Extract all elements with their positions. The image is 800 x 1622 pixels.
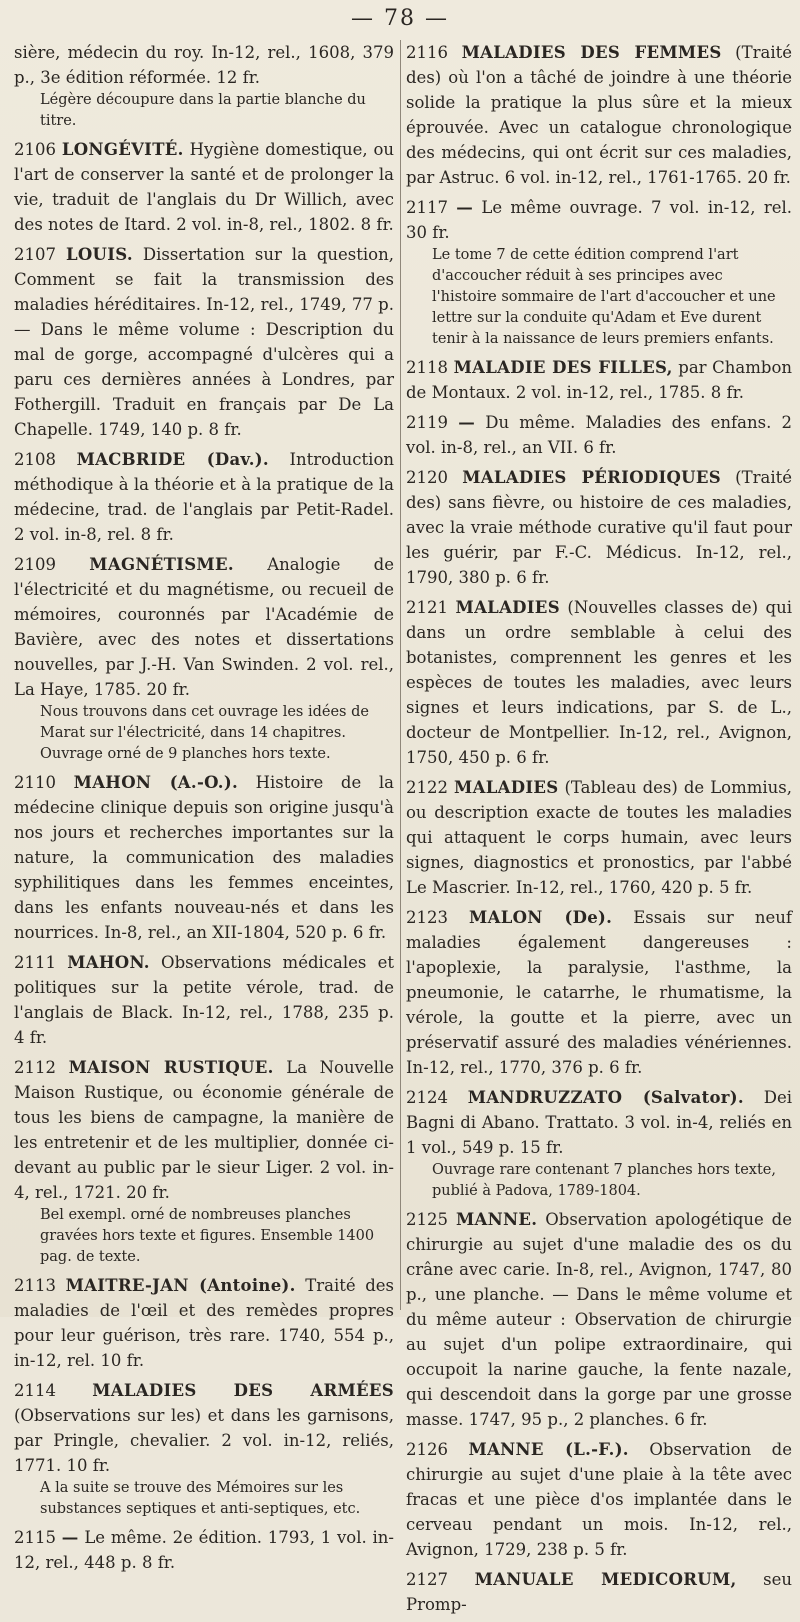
entry-number: 2113 bbox=[14, 1276, 56, 1295]
entry-title: LOUIS. bbox=[65, 245, 133, 264]
entry-text: Traité des maladies de l'œil et des remèdes propres pour leur guérison, très rare. 1740, 554 p., in-12, rel. bbox=[14, 1276, 394, 1370]
entry-text: Analogie de l'électricité et du magnétisme, ou recueil de mémoires, couronnés par l'Académie de Bavière, avec des notes et dissertations nouvelles, par J.-H. Van Swinden. 2 vol. rel., La Haye, 1785. bbox=[14, 555, 394, 699]
entry-price: 6 fr. bbox=[674, 1410, 708, 1429]
entry-text: (Traité des) où l'on a tâché de joindre à une théorie solide la pratique la plus sûre et la mieux éprouvée. Avec un catalogue chronologique des médecins, qui ont écrit sur ces maladies, par Astruc. 6 vol. in-12, rel., 1761-1765. bbox=[406, 43, 793, 187]
entry-text: par Chambon de Montaux. 2 vol. in-12, rel., 1785. bbox=[406, 358, 793, 402]
entry-text: (Traité des) sans fièvre, ou histoire de ces maladies, avec la vraie méthode curative qu'il faut pour les guérir, par F.-C. Médicus. In-12, rel., 1790, 380 p. bbox=[406, 468, 792, 587]
entry-text: Observation apologétique de chirurgie au sujet d'une maladie des os du crâne avec carie. In-8, rel., Avignon, 1747, 80 p., une planche. — Dans le même volume et du même auteur : Observation de chirurgie au sujet d'un polipe extraordinaire, qui occupoit la narine gauche, la fente nazale, qui descendoit dans la gorge par une grosse masse. 1747, 95 p., 2 planches. bbox=[406, 1210, 792, 1429]
entry-text: La Nouvelle Maison Rustique, ou économie générale de tous les biens de campagne, la manière de les entretenir et de les multiplier, donnée ci-devant au public par le sieur Liger. 2 vol. in-4, rel., 1721. bbox=[14, 1058, 394, 1202]
entry-price: 20 fr. bbox=[747, 168, 791, 187]
left-column bbox=[14, 40, 394, 1580]
entry-number: 2111 bbox=[14, 953, 56, 972]
entry-note: Bel exempl. orné de nombreuses planches gravées hors texte et figures. Ensemble 1400 pag. de texte. bbox=[40, 1207, 375, 1265]
entry-text: (Tableau des) de Lommius, ou description exacte de toutes les maladies qui attaquent le corps humain, avec leurs signes, diagnostics et pronostics, par l'abbé Le Mascrier. In-12, rel., 1760, 420 p. bbox=[406, 778, 793, 897]
entry-price: 8 fr. bbox=[710, 383, 744, 402]
catalogue-entry bbox=[14, 1525, 394, 1575]
continuation-note: Légère découpure dans la partie blanche du titre. bbox=[40, 92, 366, 129]
catalogue-entry bbox=[406, 1207, 792, 1432]
entry-price: 15 fr. bbox=[519, 1138, 564, 1157]
entry-title: MANNE. bbox=[455, 1210, 538, 1229]
entry-title: MALON (De). bbox=[469, 908, 613, 927]
catalogue-entry bbox=[14, 1055, 394, 1268]
entry-number: 2114 bbox=[14, 1381, 56, 1400]
entry-number: 2116 bbox=[406, 43, 448, 62]
entry-note: A la suite se trouve des Mémoires sur les substances septiques et anti-septiques, etc. bbox=[40, 1480, 361, 1517]
entry-number: 2124 bbox=[406, 1088, 448, 1107]
entry-price: 10 fr. bbox=[100, 1351, 145, 1370]
entry-number: 2121 bbox=[406, 598, 448, 617]
entry-title: LONGÉVITÉ. bbox=[61, 140, 184, 159]
entry-title: MAGNÉTISME. bbox=[89, 555, 234, 574]
entry-number: 2106 bbox=[14, 140, 56, 159]
entry-price: 5 fr. bbox=[719, 878, 753, 897]
entry-title: MALADIES DES FEMMES bbox=[461, 43, 722, 62]
entry-title: — bbox=[456, 198, 474, 217]
entry-price: 4 fr. bbox=[14, 1028, 48, 1047]
catalogue-entry bbox=[406, 40, 792, 190]
catalogue-entry bbox=[406, 1567, 792, 1617]
catalogue-entry bbox=[406, 410, 792, 460]
entry-text: Dissertation sur la question, Comment se fait la transmission des maladies héréditaires. In-12, rel., 1749, 77 p. — Dans le même volume : Description du mal de gorge, accompagné d'ulcères qui a paru ces dernières années à Londres, par Fothergill. Traduit en français par De La Chapelle. 1749, 140 p. bbox=[14, 245, 394, 439]
catalogue-entry bbox=[406, 355, 792, 405]
entry-title: MANDRUZZATO (Salvator). bbox=[467, 1088, 744, 1107]
entry-number: 2119 bbox=[406, 413, 448, 432]
entry-price: 8 fr. bbox=[208, 420, 242, 439]
entry-number: 2109 bbox=[14, 555, 56, 574]
continuation-entry bbox=[14, 40, 394, 132]
catalogue-entry bbox=[14, 770, 394, 945]
right-entries bbox=[406, 40, 792, 1617]
entry-number: 2112 bbox=[14, 1058, 56, 1077]
entry-text: seu Promp- bbox=[406, 1570, 793, 1614]
entry-text: Observation de chirurgie au sujet d'une plaie à la tête avec fracas et une pièce d'os implantée dans le cerveau pendant un mois. In-12, rel., Avignon, 1729, 238 p. bbox=[406, 1440, 793, 1559]
entry-text: (Nouvelles classes de) qui dans un ordre semblable à celui des botanistes, comprennent les genres et les espèces de toutes les maladies, avec leurs signes et leurs indications, par S. de L., docteur de Montpellier. In-12, rel., Avignon, 1750, 450 p. bbox=[406, 598, 793, 767]
entry-price: 6 fr. bbox=[583, 438, 617, 457]
catalogue-entry bbox=[406, 775, 792, 900]
entry-price: 8 fr. bbox=[140, 525, 174, 544]
entry-price: 6 fr. bbox=[609, 1058, 643, 1077]
entry-price: 8 fr. bbox=[360, 215, 394, 234]
right-column bbox=[406, 40, 792, 1622]
entry-text: (Observations sur les) et dans les garnisons, par Pringle, chevalier. 2 vol. in-12, reliés, 1771. bbox=[14, 1406, 394, 1475]
entry-title: MACBRIDE (Dav.). bbox=[76, 450, 269, 469]
entry-price: 6 fr. bbox=[352, 923, 387, 942]
entry-title: MAITRE-JAN (Antoine). bbox=[65, 1276, 296, 1295]
entry-title: MALADIES bbox=[455, 598, 560, 617]
entry-title: MAISON RUSTIQUE. bbox=[68, 1058, 274, 1077]
entry-number: 2117 bbox=[406, 198, 448, 217]
entry-title: MALADIE DES FILLES, bbox=[453, 358, 673, 377]
entry-note: Nous trouvons dans cet ouvrage les idées de Marat sur l'électricité, dans 14 chapitres. Ouvrage orné de 9 planches hors texte. bbox=[40, 704, 369, 762]
entry-text: Introduction méthodique à la théorie et à la pratique de la médecine, trad. de l'anglais par Petit-Radel. 2 vol. in-8, rel. bbox=[14, 450, 395, 544]
entry-title: MANUALE MEDICORUM, bbox=[474, 1570, 737, 1589]
entry-number: 2115 bbox=[14, 1528, 56, 1547]
catalogue-entry bbox=[14, 950, 394, 1050]
catalogue-entry bbox=[406, 465, 792, 590]
entry-price: 10 fr. bbox=[66, 1456, 111, 1475]
entry-number: 2120 bbox=[406, 468, 448, 487]
entry-number: 2122 bbox=[406, 778, 448, 797]
entry-price: 6 fr. bbox=[516, 568, 550, 587]
catalogue-entry bbox=[14, 242, 394, 442]
entry-price: 20 fr. bbox=[146, 680, 190, 699]
entry-text: Histoire de la médecine clinique depuis son origine jusqu'à nos jours et recherches importantes sur la nature, la communication des maladies syphilitiques dans les femmes enceintes, dans les enfants nouveau-nés et dans les nourrices. In-8, rel., an XII-1804, 520 p. bbox=[14, 773, 394, 942]
catalogue-entry bbox=[406, 1085, 792, 1202]
entry-title: MAHON (A.-O.). bbox=[73, 773, 238, 792]
catalogue-entry bbox=[406, 905, 792, 1080]
catalogue-entry bbox=[406, 1437, 792, 1562]
entry-title: MALADIES PÉRIODIQUES bbox=[462, 468, 721, 487]
catalogue-entry bbox=[406, 595, 792, 770]
entry-number: 2110 bbox=[14, 773, 56, 792]
entry-title: MALADIES DES ARMÉES bbox=[92, 1381, 395, 1400]
entry-price: 5 fr. bbox=[594, 1540, 628, 1559]
entry-number: 2126 bbox=[406, 1440, 448, 1459]
entry-note: Ouvrage rare contenant 7 planches hors texte, publié à Padova, 1789-1804. bbox=[432, 1162, 776, 1199]
entry-note: Le tome 7 de cette édition comprend l'art d'accoucher réduit à ses principes avec l'histoire sommaire de l'art d'accoucher et une lettre sur la conduite qu'Adam et Eve durent tenir à la naissance de leurs premiers enfants. bbox=[432, 247, 776, 347]
catalogue-entry bbox=[14, 1378, 394, 1520]
entry-number: 2123 bbox=[406, 908, 448, 927]
entry-text: Le même ouvrage. 7 vol. in-12, rel. bbox=[481, 198, 793, 217]
entry-price: 8 fr. bbox=[141, 1553, 176, 1572]
entry-number: 2107 bbox=[14, 245, 56, 264]
page-number: — 78 — bbox=[351, 6, 449, 31]
entry-number: 2127 bbox=[406, 1570, 448, 1589]
entry-number: 2108 bbox=[14, 450, 56, 469]
catalogue-entry bbox=[14, 137, 394, 237]
entry-text: Le même. 2e édition. 1793, 1 vol. in-12, rel., 448 p. bbox=[14, 1528, 395, 1572]
entry-number: 2118 bbox=[406, 358, 448, 377]
left-entries bbox=[14, 137, 394, 1575]
entry-text: Observations médicales et politiques sur la petite vérole, trad. de l'anglais de Black. In-12, rel., 1788, 235 p. bbox=[14, 953, 395, 1022]
entry-text: Du même. Maladies des enfans. 2 vol. in-8, rel., an VII. bbox=[406, 413, 793, 457]
entry-title: MANNE (L.-F.). bbox=[468, 1440, 629, 1459]
catalogue-entry bbox=[14, 447, 394, 547]
entry-text: Essais sur neuf maladies également dangereuses : l'apoplexie, la paralysie, l'asthme, la pneumonie, le catarrhe, le rhumatisme, la vérole, la goutte et la pierre, avec un préservatif assuré des maladies vénériennes. In-12, rel., 1770, 376 p. bbox=[406, 908, 792, 1077]
entry-title: MALADIES bbox=[454, 778, 559, 797]
entry-title: — bbox=[458, 413, 476, 432]
column-divider bbox=[400, 40, 401, 1310]
entry-price: 6 fr. bbox=[516, 748, 550, 767]
entry-price: 30 fr. bbox=[406, 223, 450, 242]
entry-price: 20 fr. bbox=[126, 1183, 170, 1202]
catalogue-entry bbox=[14, 1273, 394, 1373]
continuation-text: sière, médecin du roy. In-12, rel., 1608, 379 p., 3e édition réformée. 12 fr. bbox=[14, 43, 394, 87]
entry-text: Dei Bagni di Abano. Trattato. 3 vol. in-4, reliés en 1 vol., 549 p. bbox=[406, 1088, 792, 1157]
catalogue-entry bbox=[14, 552, 394, 765]
catalogue-entry bbox=[406, 195, 792, 350]
entry-title: — bbox=[61, 1528, 79, 1547]
entry-number: 2125 bbox=[406, 1210, 448, 1229]
entry-title: MAHON. bbox=[67, 953, 150, 972]
entry-text: Hygiène domestique, ou l'art de conserver la santé et de prolonger la vie, traduit de l'anglais du Dr Willich, avec des notes de Itard. 2 vol. in-8, rel., 1802. bbox=[14, 140, 395, 234]
